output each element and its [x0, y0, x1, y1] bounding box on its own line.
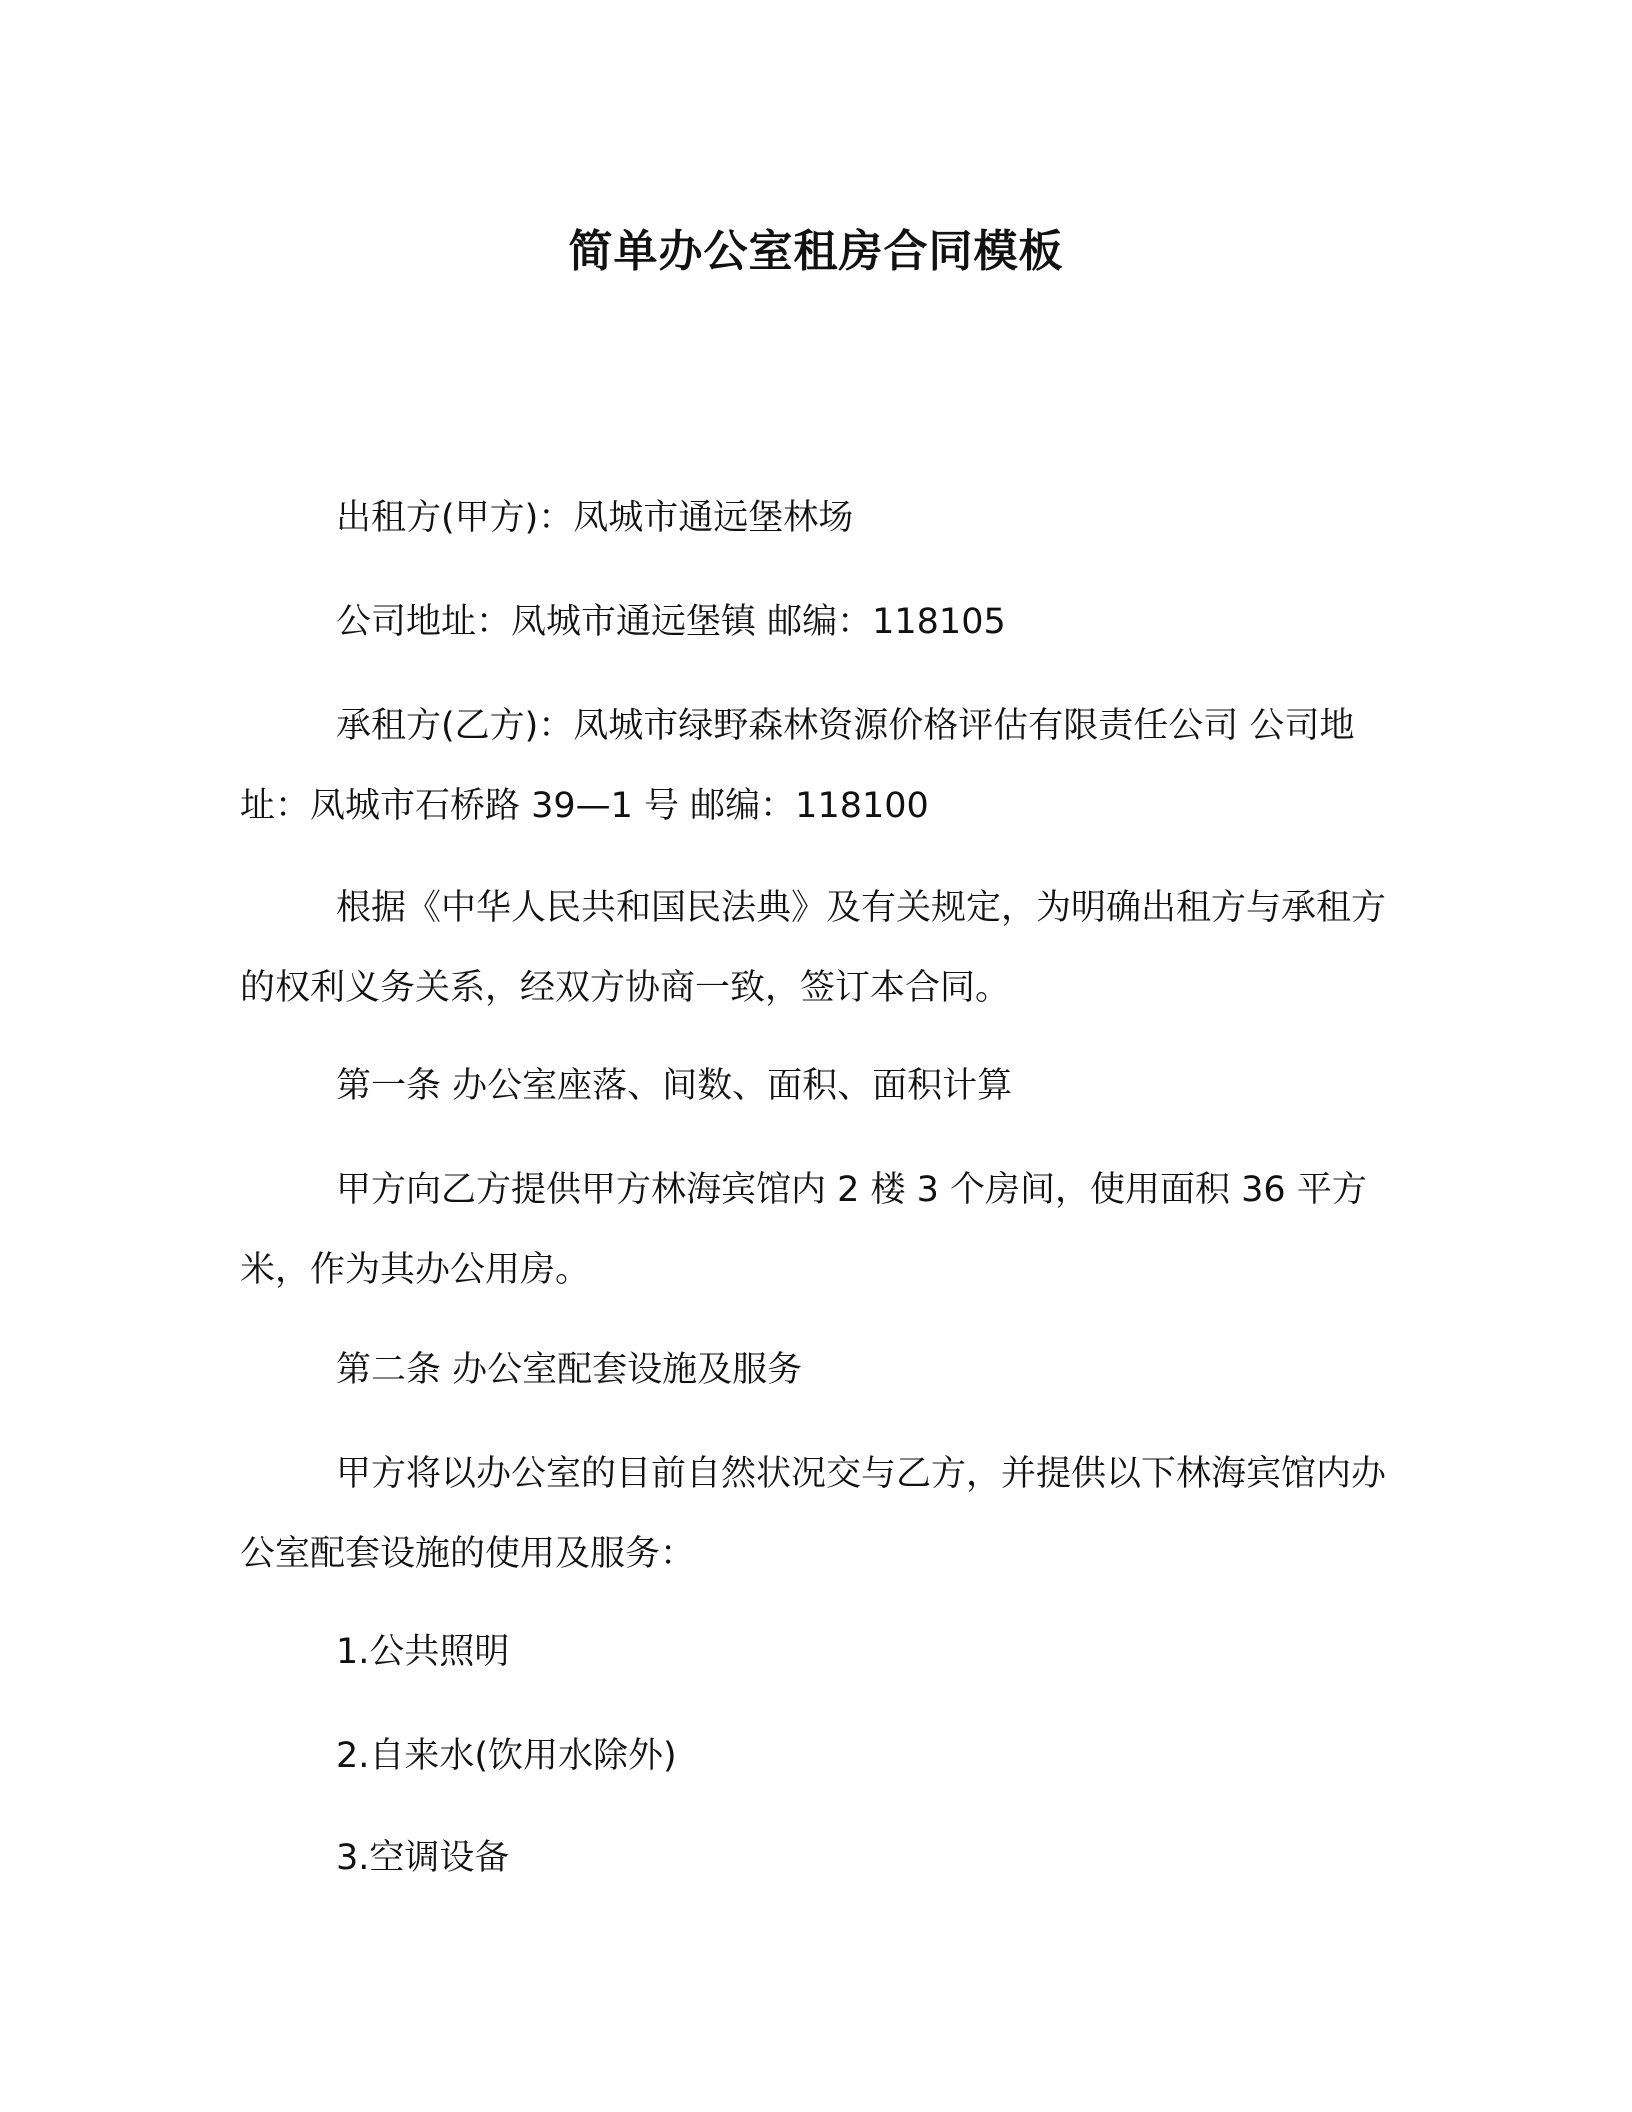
article-1-heading: 第一条 办公室座落、间数、面积、面积计算	[336, 1066, 1013, 1106]
article-2-body: 甲方将以办公室的目前自然状况交与乙方，并提供以下林海宾馆内办公室配套设施的使用及服务：	[240, 1454, 1387, 1574]
document-title: 简单办公室租房合同模板	[568, 226, 1064, 277]
paragraph-lessor-address: 公司地址：凤城市通远堡镇 邮编：118105	[336, 602, 1006, 642]
article-1-body: 甲方向乙方提供甲方林海宾馆内 2 楼 3 个房间，使用面积 36 平方米，作为其办公用房。	[240, 1170, 1367, 1290]
list-item: 1.公共照明	[336, 1632, 510, 1672]
paragraph-preamble: 根据《中华人民共和国民法典》及有关规定，为明确出租方与承租方的权利义务关系，经双方协商一致，签订本合同。	[240, 888, 1387, 1008]
paragraph-lessor: 出租方(甲方)：凤城市通远堡林场	[336, 498, 854, 538]
article-2-heading: 第二条 办公室配套设施及服务	[336, 1350, 803, 1390]
paragraph-lessee: 承租方(乙方)：凤城市绿野森林资源价格评估有限责任公司 公司地址：凤城市石桥路 39—1 号 邮编：118100	[240, 706, 1355, 826]
list-item: 3.空调设备	[336, 1838, 510, 1878]
list-item: 2.自来水(饮用水除外)	[336, 1736, 677, 1776]
